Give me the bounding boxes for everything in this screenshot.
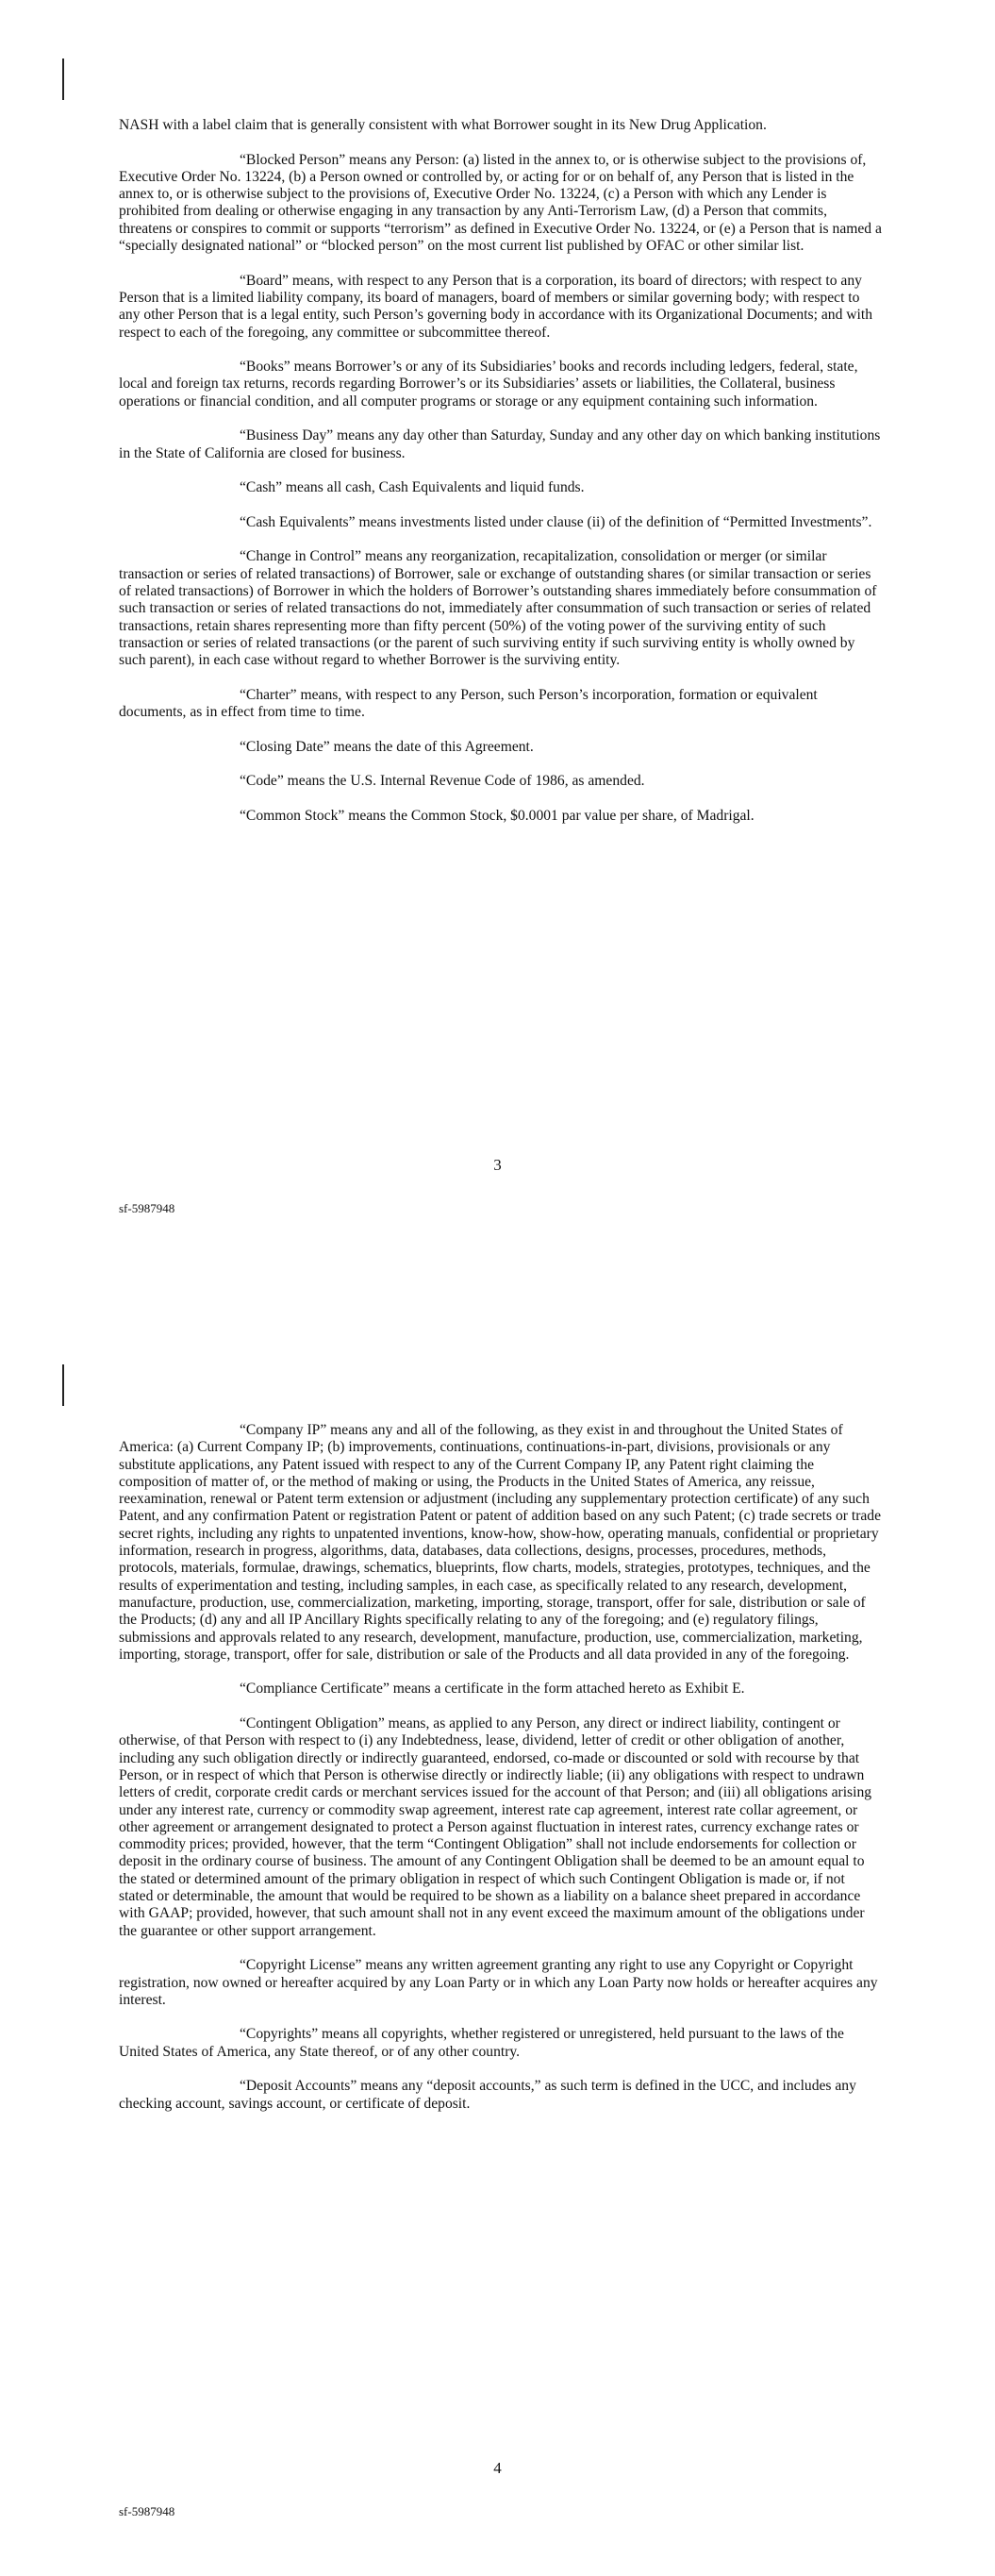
definition-copyrights: “Copyrights” means all copyrights, whether registered or unregistered, held pursuant to the laws of the United States of America, any State thereof, or of any other country. xyxy=(119,2026,844,2060)
definition-common-stock: “Common Stock” means the Common Stock, $0.0001 par value per share, of Madrigal. xyxy=(240,807,755,824)
definition-code: “Code” means the U.S. Internal Revenue Code of 1986, as amended. xyxy=(240,773,645,790)
definition-change-in-control: “Change in Control” means any reorganization, recapitalization, consolidation or merger (or similar transaction or series of related transactions) of Borrower, sale or exchange of outstanding shares (or similar transaction or series of related transactions) of Borrower in which the holders of Borrower’s outstanding shares immediately before consummation of such transaction or series of related transactions do not, immediately after consummation of such transaction or series of related transactions, retain shares representing more than fifty percent (50%) of the voting power of the surviving entity of such transaction or series of related transactions (or the parent of such surviving entity if such surviving entity is wholly owned by such parent), in each case without regard to whether Borrower is the surviving entity. xyxy=(119,548,877,669)
definition-contingent-obligation: “Contingent Obligation” means, as applied to any Person, any direct or indirect liability, contingent or otherwise, of that Person with respect to (i) any Indebtedness, lease, dividend, letter of credit or other obligation of another, including any such obligation directly or indirectly guaranteed, endorsed, co-made or discounted or sold with recourse by that Person, or in respect of which that Person is otherwise directly or indirectly liable; (ii) any obligations with respect to undrawn letters of credit, corporate credit cards or merchant services issued for the account of that Person; and (iii) all obligations arising under any interest rate, currency or commodity swap agreement, interest rate cap agreement, interest rate collar agreement, or other agreement or arrangement designated to protect a Person against fluctuation in interest rates, currency exchange rates or commodity prices; provided, however, that the term “Contingent Obligation” shall not include endorsements for collection or deposit in the ordinary course of business. The amount of any Contingent Obligation shall be deemed to be an amount equal to the stated or determined amount of the primary obligation in respect of which such Contingent Obligation is made or, if not stated or determinable, the amount that would be required to be shown as a liability on a balance sheet prepared in accordance with GAAP; provided, however, that such amount shall not in any event exceed the maximum amount of the obligations under the guarantee or other support arrangement. xyxy=(119,1715,872,1939)
page-number: 4 xyxy=(493,2459,502,2477)
document-id: sf-5987948 xyxy=(119,2504,175,2518)
revision-change-bar xyxy=(62,59,64,100)
definition-cash-equivalents: “Cash Equivalents” means investments listed under clause (ii) of the definition of “Permitted Investments”. xyxy=(240,513,872,530)
page-body xyxy=(119,117,883,842)
page-number: 3 xyxy=(493,1156,502,1174)
paragraph-continuation-nash: NASH with a label claim that is generally consistent with what Borrower sought in its New Drug Application. xyxy=(119,117,767,133)
definition-books: “Books” means Borrower’s or any of its Subsidiaries’ books and records including ledgers, federal, state, local and foreign tax returns, records regarding Borrower’s or its Subsidiaries’ assets or liabilities, the Collateral, business operations or financial condition, and all computer programs or storage or any equipment containing such information. xyxy=(119,359,858,410)
page-body xyxy=(119,1422,883,2130)
definition-company-ip: “Company IP” means any and all of the following, as they exist in and throughout the United States of America: (a) Current Company IP; (b) improvements, continuations, continuations-in-part, divisions, provisionals or any substitute applications, any Patent issued with respect to any of the Current Company IP, any Patent right claiming the composition of matter of, or the method of making or using, the Products in the United States of America, any reissue, reexamination, renewal or Patent term extension or adjustment (including any supplementary protection certificate) of any such Patent, and any confirmation Patent or registration Patent or patent of addition based on any such Patent; (c) trade secrets or trade secret rights, including any rights to unpatented inventions, know-how, show-how, operating manuals, confidential or proprietary information, research in progress, algorithms, data, databases, data collections, designs, processes, procedures, methods, protocols, materials, formulae, drawings, schematics, blueprints, flow charts, models, strategies, prototypes, techniques, and the results of experimentation and testing, including samples, in each case, as specifically related to any research, development, manufacture, production, use, commercialization, marketing, importing, storage, transport, offer for sale, distribution or sale of the Products; (d) any and all IP Ancillary Rights specifically relating to any of the foregoing; and (e) regulatory filings, submissions and approvals related to any research, development, manufacture, production, use, commercialization, marketing, importing, storage, transport, offer for sale, distribution or sale of the Products and all data provided in any of the foregoing. xyxy=(119,1422,882,1663)
document-id: sf-5987948 xyxy=(119,1201,175,1215)
definition-cash: “Cash” means all cash, Cash Equivalents and liquid funds. xyxy=(240,479,585,496)
revision-change-bar xyxy=(62,1364,64,1406)
definition-charter: “Charter” means, with respect to any Person, such Person’s incorporation, formation or equivalent documents, as in effect from time to time. xyxy=(119,686,818,721)
definition-copyright-license: “Copyright License” means any written agreement granting any right to use any Copyright or Copyright registration, now owned or hereafter acquired by any Loan Party or in which any Loan Party now holds or hereafter acquires any interest. xyxy=(119,1957,878,2008)
definition-blocked-person: “Blocked Person” means any Person: (a) listed in the annex to, or is otherwise subject to the provisions of, Executive Order No. 13224, (b) a Person owned or controlled by, or acting for or on behalf of, any Person that is listed in the annex to, or is otherwise subject to the provisions of, Executive Order No. 13224, (c) a Person with which any Lender is prohibited from dealing or otherwise engaging in any transaction by any Anti-Terrorism Law, (d) a Person that commits, threatens or conspires to commit or supports “terrorism” as defined in Executive Order No. 13224, or (e) a Person that is named a “specially designated national” or “blocked person” on the most current list published by OFAC or other similar list. xyxy=(119,151,882,255)
definition-compliance-certificate: “Compliance Certificate” means a certificate in the form attached hereto as Exhibit E. xyxy=(240,1681,745,1698)
definition-deposit-accounts: “Deposit Accounts” means any “deposit accounts,” as such term is defined in the UCC, and includes any checking account, savings account, or certificate of deposit. xyxy=(119,2078,856,2112)
definition-business-day: “Business Day” means any day other than Saturday, Sunday and any other day on which banking institutions in the State of California are closed for business. xyxy=(119,427,881,461)
definition-closing-date: “Closing Date” means the date of this Agreement. xyxy=(240,738,534,755)
definition-board: “Board” means, with respect to any Person that is a corporation, its board of directors; with respect to any Person that is a limited liability company, its board of managers, board of members or similar governing body; with respect to any other Person that is a legal entity, such Person’s governing body in accordance with its Organizational Documents; and with respect to each of the foregoing, any committee or subcommittee thereof. xyxy=(119,272,872,341)
document-page-4 xyxy=(0,1293,995,2576)
